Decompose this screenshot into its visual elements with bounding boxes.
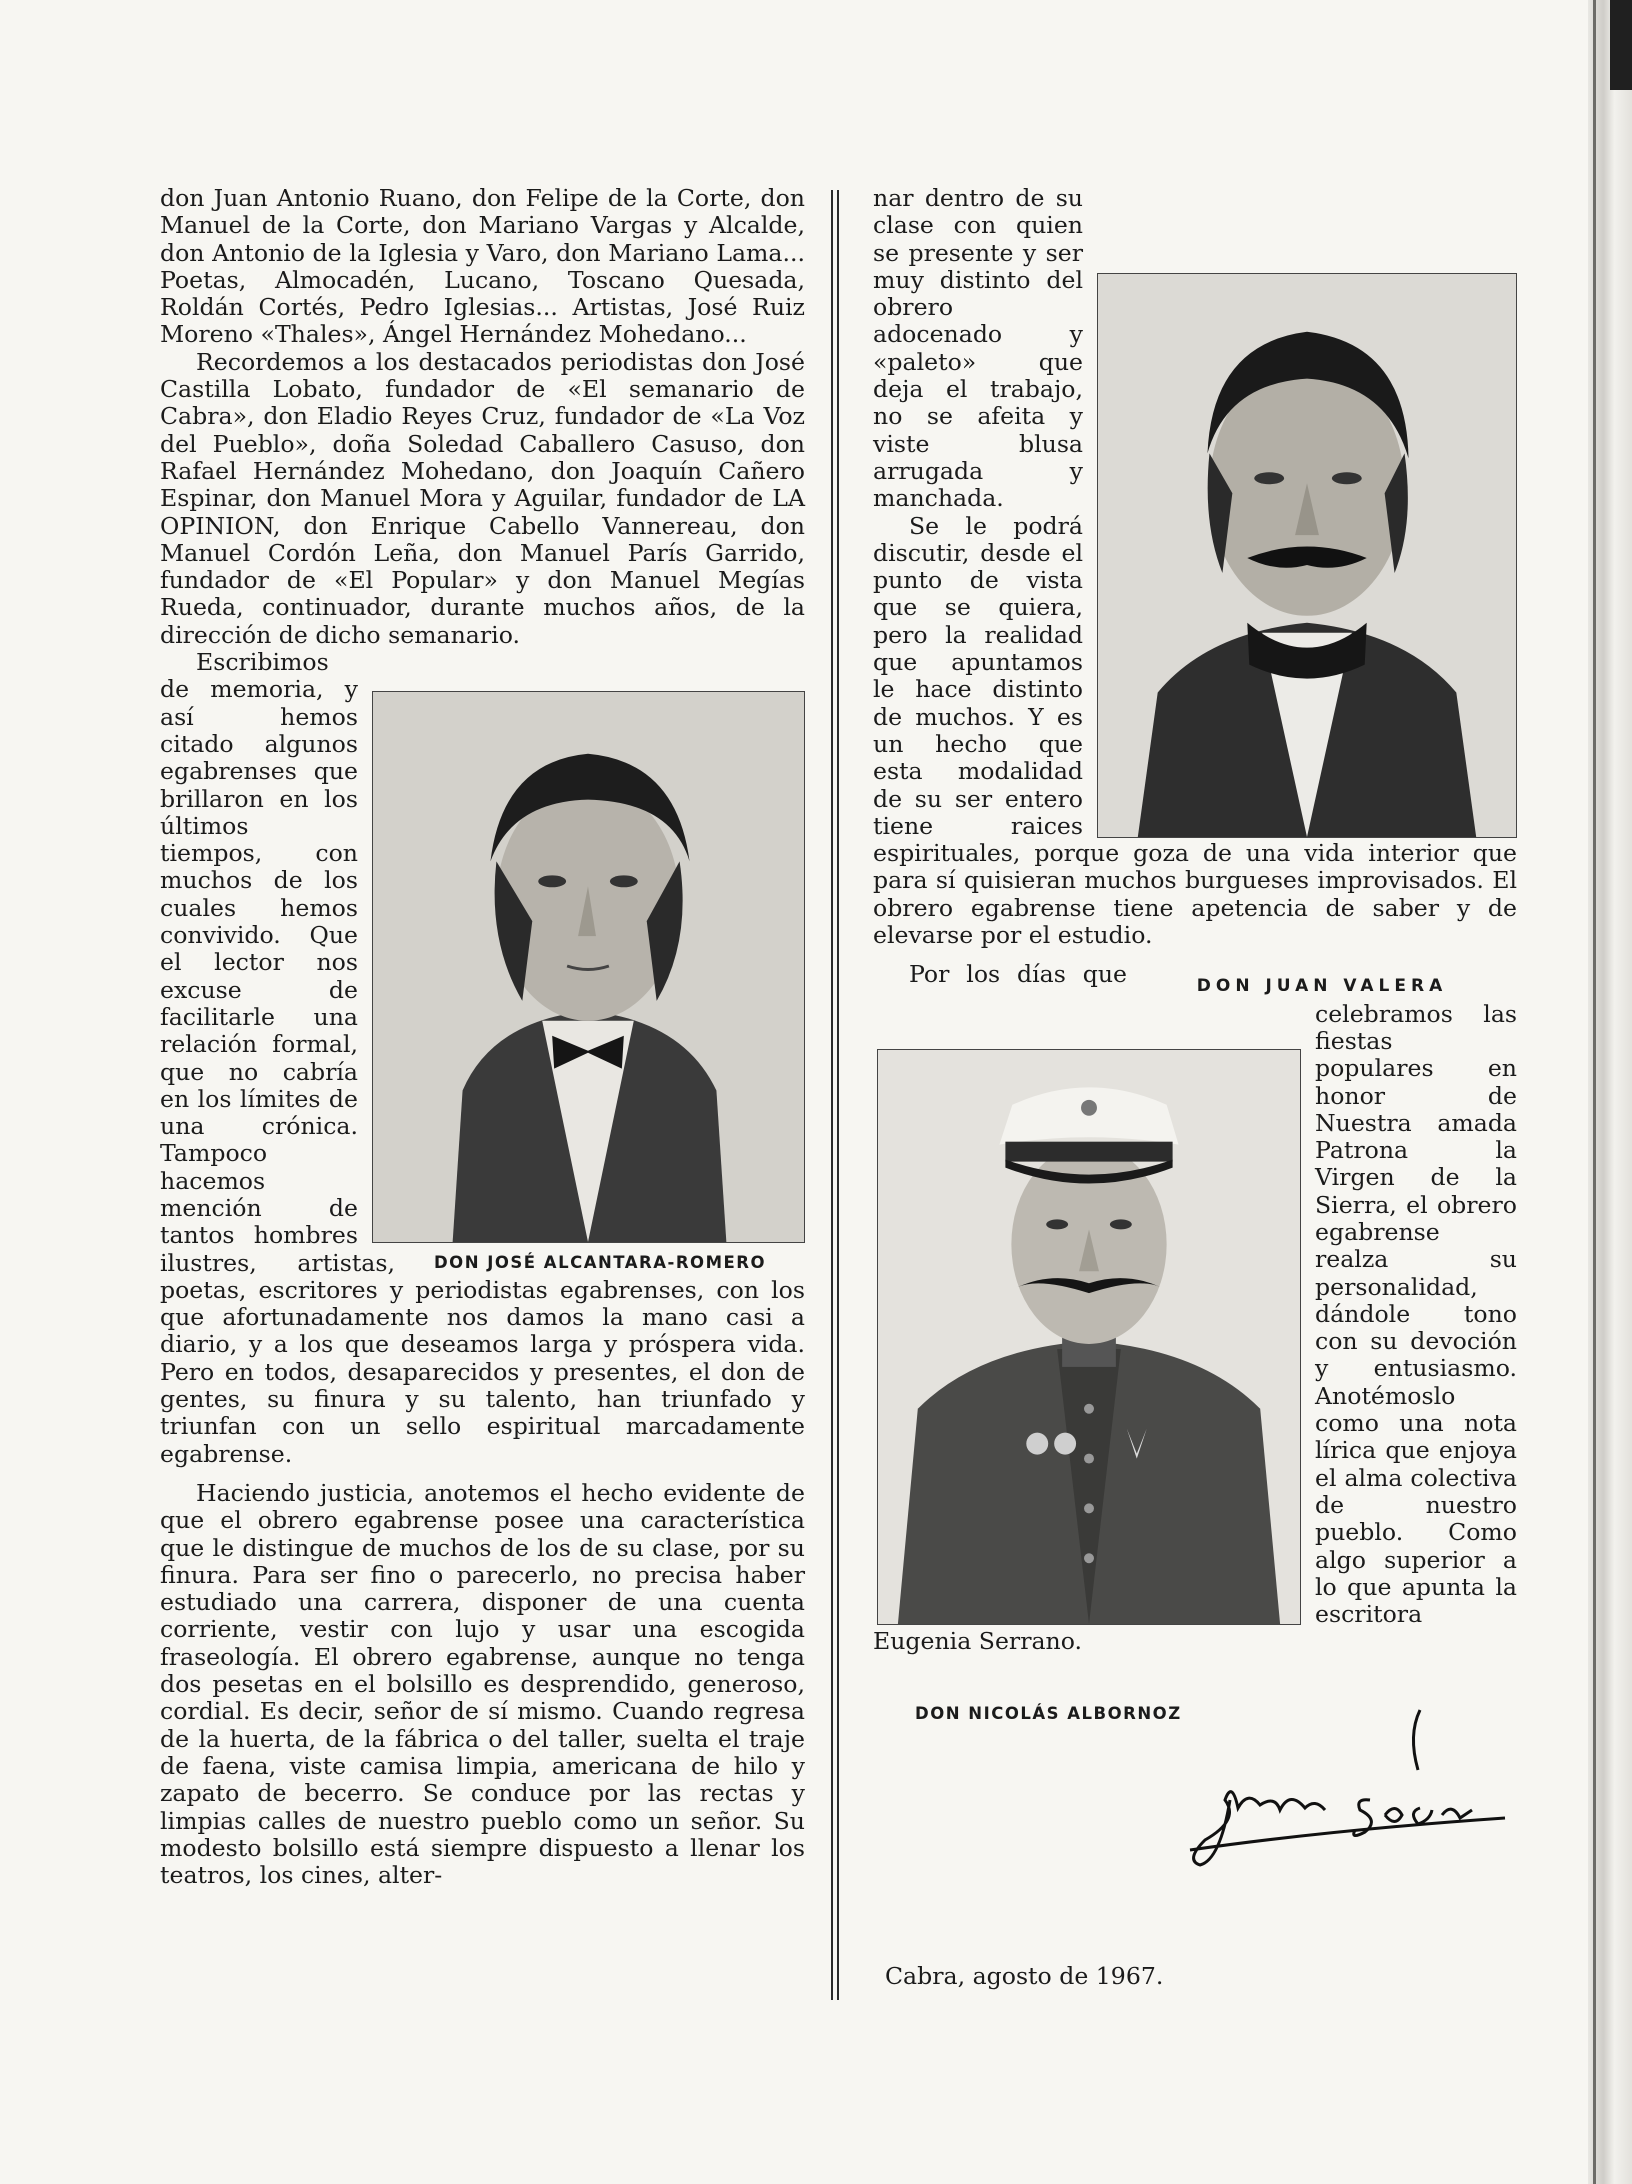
left-column xyxy=(160,185,805,1889)
right-paragraph-1: nar dentro de su clase con quien se presente y ser muy distinto del obrero adocenado y «paleto» que deja el trabajo, no se afeita y viste blusa arrugada y manchada. xyxy=(873,184,1083,513)
left-paragraph-4: Haciendo justicia, anotemos el hecho evidente de que el obrero egabrense posee una característica que le distingue de muchos de los de su clase, por su finura. Para ser fino o parecerlo, no precisa haber estudiado una carrera, disponer de una cuenta corriente, vestir con lujo y usar una escogida fraseología. El obrero egabrense, aunque no tenga dos pesetas en el bolsillo es desprendido, generoso, cordial. Es decir, señor de sí mismo. Cuando regresa de la huerta, de la fábrica o del taller, suelta el traje de faena, viste camisa limpia, americana de hilo y zapato de becerro. Se conduce por las rectas y limpias calles de nuestro pueblo como un señor. Su modesto bolsillo está siempre dispuesto a llenar los teatros, los cines, alter- xyxy=(160,1478,805,1890)
portrait-juan-valera xyxy=(1097,273,1517,838)
caption-nicolas-albornoz: DON NICOLÁS ALBORNOZ xyxy=(915,1704,1182,1723)
portrait-alcantara-romero xyxy=(372,691,805,1243)
left-paragraph-3: Escribimos de memoria, y así hemos citado algunos egabrenses que brillaron en los últimos tiempos, con muchos de los cuales hemos convivido. Que el lector nos excuse de facilitarle una relación formal, que no cabría en los límites de una crónica. Tampoco hacemos mención de tantos hombres ilustres, artistas, poetas, escritores y periodistas egabrenses, con los que afortunadamente nos damos la mano casi a diario, y a los que deseamos larga y próspera vida. Pero en todos, desaparecidos y presentes, el don de gentes, su finura y su talento, han triunfado y triunfan con un sello espiritual marcadamente egabrense. xyxy=(160,648,805,1468)
caption-juan-valera: DON JUAN VALERA xyxy=(1196,976,1448,997)
signature-juan-soca xyxy=(1180,1690,1520,1880)
corner-mark xyxy=(1610,0,1632,90)
column-divider-left xyxy=(831,190,833,2000)
right-column xyxy=(873,185,1517,1656)
right-paragraph-3: Por los días que celebramos las fiestas populares en honor de Nuestra amada Patrona la Virgen de la Sierra, el obrero egabrense realza su personalidad, dándole tono con su devoción y entusiasmo. Anotémoslo como una nota lírica que enjoya el alma colectiva de nuestro pueblo. Como algo superior a lo que apunta la escritora Eugenia Serrano. xyxy=(873,960,1517,1656)
left-paragraph-1: don Juan Antonio Ruano, don Felipe de la Corte, don Manuel de la Corte, don Mariano Vargas y Alcalde, don Antonio de la Iglesia y Varo, don Mariano Lama... Poetas, Almocadén, Lucano, Toscano Quesada, Roldán Cortés, Pedro Iglesias... Artistas, José Ruiz Moreno «Thales», Ángel Hernández Mohedano... xyxy=(160,184,805,349)
left-paragraph-2: Recordemos a los destacados periodistas don José Castilla Lobato, fundador de «El semanario de Cabra», don Eladio Reyes Cruz, fundador de «La Voz del Pueblo», doña Soledad Caballero Casuso, don Rafael Hernández Mohedano, don Joaquín Cañero Espinar, don Manuel Mora y Aguilar, fundador de LA OPINION, don Enrique Cabello Vannereau, don Manuel Cordón Leña, don Manuel París Garrido, fundador de «El Popular» y don Manuel Megías Rueda, continuador, durante muchos años, de la dirección de dicho semanario. xyxy=(160,347,805,649)
date-line: Cabra, agosto de 1967. xyxy=(885,1962,1164,1990)
right-paragraph-2: Se le podrá discutir, desde el punto de vista que se quiera, pero la realidad que apuntamos le hace distinto de muchos. Y es un hecho que esta modalidad de su ser entero tiene raices espirituales, porque goza de una vida interior que para sí quisieran muchos burgueses improvisados. El obrero egabrense tiene apetencia de saber y de elevarse por el estudio. xyxy=(873,511,1517,950)
column-divider-right xyxy=(837,190,839,2000)
portrait-nicolas-albornoz xyxy=(877,1049,1301,1625)
page-edge-line xyxy=(1593,0,1596,2184)
caption-alcantara-romero: DON JOSÉ ALCANTARA-ROMERO xyxy=(433,1253,767,1273)
